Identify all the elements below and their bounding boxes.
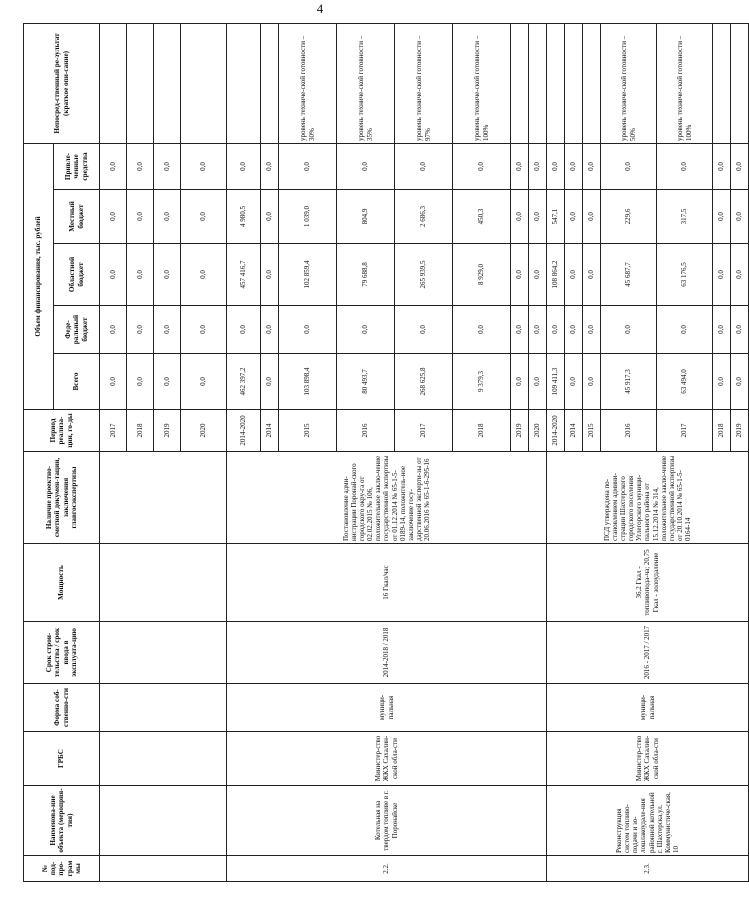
cell-result [547,23,565,143]
cell-federal: 0,0 [601,306,657,354]
page-number: 4 [316,1,324,16]
cell-result [511,23,529,143]
cell-regional: 0,0 [261,244,279,306]
cell-total: 109 411,3 [547,354,565,410]
cell-regional: 265 939,5 [395,244,453,306]
cell-regional: 0,0 [181,244,227,306]
cell-period: 2018 [127,410,154,452]
cell-empty [100,544,227,622]
cell-total: 9 379,3 [453,354,511,410]
cell-local: 0,0 [100,190,127,244]
cell-local: 0,0 [181,190,227,244]
cell-regional: 0,0 [583,244,601,306]
cell-empty [100,452,227,544]
cell-period: 2020 [529,410,547,452]
cell-other: 0,0 [181,143,227,189]
cell-empty [100,684,227,732]
header-total: Всего [54,354,100,410]
cell-result [181,23,227,143]
cell-period: 2016 [337,410,395,452]
cell-total: 0,0 [261,354,279,410]
cell-other: 0,0 [127,143,154,189]
cell-local: 0,0 [583,190,601,244]
cell-total: 63 494,0 [657,354,713,410]
cell-period: 2014-2020 [227,410,261,452]
cell-period: 2016 [601,410,657,452]
header-docs: Наличие проектно-сметной докумен-тации, заключения главгосэкспертизы [24,452,100,544]
cell-total: 0,0 [731,354,749,410]
cell-result: уровень техниче-ской готовности – 97% [395,23,453,143]
cell-federal: 0,0 [583,306,601,354]
cell-local: 804,9 [337,190,395,244]
cell-local: 547,1 [547,190,565,244]
header-result: Непосред-ственный ре-зультат (краткое опи-сание) [24,23,100,143]
cell-local: 0,0 [154,190,181,244]
cell-federal: 0,0 [100,306,127,354]
object-grbs: Министер-ство ЖКХ Сахалин-ской обла-сти [547,732,749,786]
cell-local: 0,0 [511,190,529,244]
cell-regional: 63 176,5 [657,244,713,306]
object-term: 2016 - 2017 / 2017 [547,622,749,684]
header-period: Период реализа-ции, го-ды [24,410,100,452]
header-term: Срок строи-тельства / срок ввода в эксплуата-цию [24,622,100,684]
cell-result [100,23,127,143]
cell-empty [100,856,227,882]
cell-other: 0,0 [337,143,395,189]
cell-other: 0,0 [713,143,731,189]
cell-period: 2015 [583,410,601,452]
header-no: № под-про-грам мы [24,856,100,882]
cell-other: 0,0 [583,143,601,189]
cell-local: 0,0 [731,190,749,244]
cell-result: уровень техниче-ской готовности – 100% [657,23,713,143]
cell-period: 2019 [731,410,749,452]
object-name: Котельная на твердом топливе в г. Поронайске [227,786,547,856]
cell-other: 0,0 [547,143,565,189]
cell-empty [100,622,227,684]
cell-total: 0,0 [100,354,127,410]
cell-other: 0,0 [279,143,337,189]
cell-other: 0,0 [395,143,453,189]
cell-federal: 0,0 [227,306,261,354]
object-docs: ПСД утверждена по-становлением админи-страции Шахтерского городского поселения Углегорского муници-пального района от 15.12.2014 № 314, положительное заклю-чение государственной экспертизы от 20.10.2014 № 65-1-5-0164-14 [547,452,749,544]
cell-local: 0,0 [127,190,154,244]
cell-federal: 0,0 [731,306,749,354]
cell-regional: 0,0 [154,244,181,306]
cell-result [529,23,547,143]
object-docs: Постановление адми-нистрации Поронай-ского городского окру-га от 02.02.2015 № 106, положительное заклю-чение государственной экспертизы от 01.12.2014 № 65-1-5-0189-14, положитель-ное заключение госу-дарственной эксперти-зы от 20.06.2016 № 65-1-6-295-16 [227,452,547,544]
object-capacity: 16 Гкал/час [227,544,547,622]
cell-local: 4 980,5 [227,190,261,244]
cell-total: 0,0 [511,354,529,410]
object-ownership: муници-пальная [547,684,749,732]
cell-regional: 0,0 [511,244,529,306]
cell-other: 0,0 [731,143,749,189]
cell-other: 0,0 [511,143,529,189]
cell-period: 2014-2020 [547,410,565,452]
cell-period: 2017 [657,410,713,452]
cell-federal: 0,0 [154,306,181,354]
cell-result [154,23,181,143]
cell-total: 0,0 [154,354,181,410]
cell-result: уровень техниче-ской готовности – 50% [601,23,657,143]
cell-result [731,23,749,143]
table-row [100,23,127,881]
cell-total: 0,0 [565,354,583,410]
cell-federal: 0,0 [279,306,337,354]
cell-regional: 0,0 [529,244,547,306]
cell-total: 80 493,7 [337,354,395,410]
cell-period: 2019 [511,410,529,452]
cell-result [583,23,601,143]
cell-local: 229,6 [601,190,657,244]
cell-local: 317,5 [657,190,713,244]
cell-result [565,23,583,143]
header-name: Наименова-ние объекта (мероприя-тия) [24,786,100,856]
financing-table [23,23,749,882]
cell-total: 0,0 [181,354,227,410]
cell-regional: 102 859,4 [279,244,337,306]
cell-local: 0,0 [565,190,583,244]
cell-period: 2015 [279,410,337,452]
cell-local: 0,0 [713,190,731,244]
cell-result [713,23,731,143]
rotated-page [23,24,744,882]
cell-empty [100,786,227,856]
header-financing: Объем финансирования, тыс. рублей [24,143,54,409]
cell-other: 0,0 [261,143,279,189]
cell-regional: 457 416,7 [227,244,261,306]
header-grbs: ГРБС [24,732,100,786]
cell-regional: 79 688,8 [337,244,395,306]
object-number: 2.3. [547,856,749,882]
cell-local: 0,0 [261,190,279,244]
cell-federal: 0,0 [261,306,279,354]
cell-total: 45 917,3 [601,354,657,410]
cell-result [227,23,261,143]
cell-period: 2017 [395,410,453,452]
header-local: Местный бюджет [54,190,100,244]
header-other: Привле-ченные средства [54,143,100,189]
cell-federal: 0,0 [511,306,529,354]
cell-period: 2019 [154,410,181,452]
cell-other: 0,0 [529,143,547,189]
cell-other: 0,0 [453,143,511,189]
cell-local: 450,3 [453,190,511,244]
cell-regional: 8 929,0 [453,244,511,306]
cell-total: 0,0 [713,354,731,410]
cell-federal: 0,0 [181,306,227,354]
cell-federal: 0,0 [337,306,395,354]
cell-regional: 45 687,7 [601,244,657,306]
cell-regional: 0,0 [127,244,154,306]
cell-period: 2018 [453,410,511,452]
cell-other: 0,0 [657,143,713,189]
cell-other: 0,0 [227,143,261,189]
cell-federal: 0,0 [713,306,731,354]
cell-empty [100,732,227,786]
cell-regional: 0,0 [731,244,749,306]
header-ownership: Форма соб-ственно-сти [24,684,100,732]
cell-local: 2 686,3 [395,190,453,244]
object-name: Реконструкция систем топливо-подачи и зо-лошлакоудале-ния районной котельной г. Шахтерска,ул. Коммунистиче-ская, 10 [547,786,749,856]
cell-federal: 0,0 [453,306,511,354]
cell-result: уровень техниче-ской готовности – 100% [453,23,511,143]
cell-other: 0,0 [565,143,583,189]
header-capacity: Мощность [24,544,100,622]
cell-local: 1 039,0 [279,190,337,244]
cell-result: уровень техниче-ской готовности – 35% [337,23,395,143]
cell-total: 0,0 [127,354,154,410]
cell-federal: 0,0 [565,306,583,354]
cell-other: 0,0 [601,143,657,189]
cell-other: 0,0 [100,143,127,189]
object-ownership: муници-пальная [227,684,547,732]
cell-regional: 0,0 [713,244,731,306]
cell-period: 2014 [261,410,279,452]
cell-total: 462 397,2 [227,354,261,410]
cell-federal: 0,0 [547,306,565,354]
cell-period: 2017 [100,410,127,452]
cell-total: 0,0 [583,354,601,410]
cell-other: 0,0 [154,143,181,189]
cell-regional: 0,0 [100,244,127,306]
cell-total: 0,0 [529,354,547,410]
cell-federal: 0,0 [127,306,154,354]
cell-regional: 108 864,2 [547,244,565,306]
header-regional: Областной бюджет [54,244,100,306]
table-row [547,23,565,881]
object-capacity: 36,2 Гкал - топливопода-ча; 20,75 Гкал - золоудаление [547,544,749,622]
cell-result: уровень техниче-ской готовности – 30% [279,23,337,143]
cell-result [261,23,279,143]
cell-period: 2018 [713,410,731,452]
object-grbs: Министер-ство ЖКХ Сахалин-ской обла-сти [227,732,547,786]
header-federal: Феде-ральный бюджет [54,306,100,354]
cell-result [127,23,154,143]
cell-regional: 0,0 [565,244,583,306]
cell-federal: 0,0 [395,306,453,354]
object-number: 2.2. [227,856,547,882]
cell-federal: 0,0 [657,306,713,354]
cell-total: 103 898,4 [279,354,337,410]
cell-local: 0,0 [529,190,547,244]
table-row [227,23,261,881]
cell-period: 2020 [181,410,227,452]
cell-total: 268 625,8 [395,354,453,410]
object-term: 2014-2018 / 2018 [227,622,547,684]
cell-period: 2014 [565,410,583,452]
cell-federal: 0,0 [529,306,547,354]
